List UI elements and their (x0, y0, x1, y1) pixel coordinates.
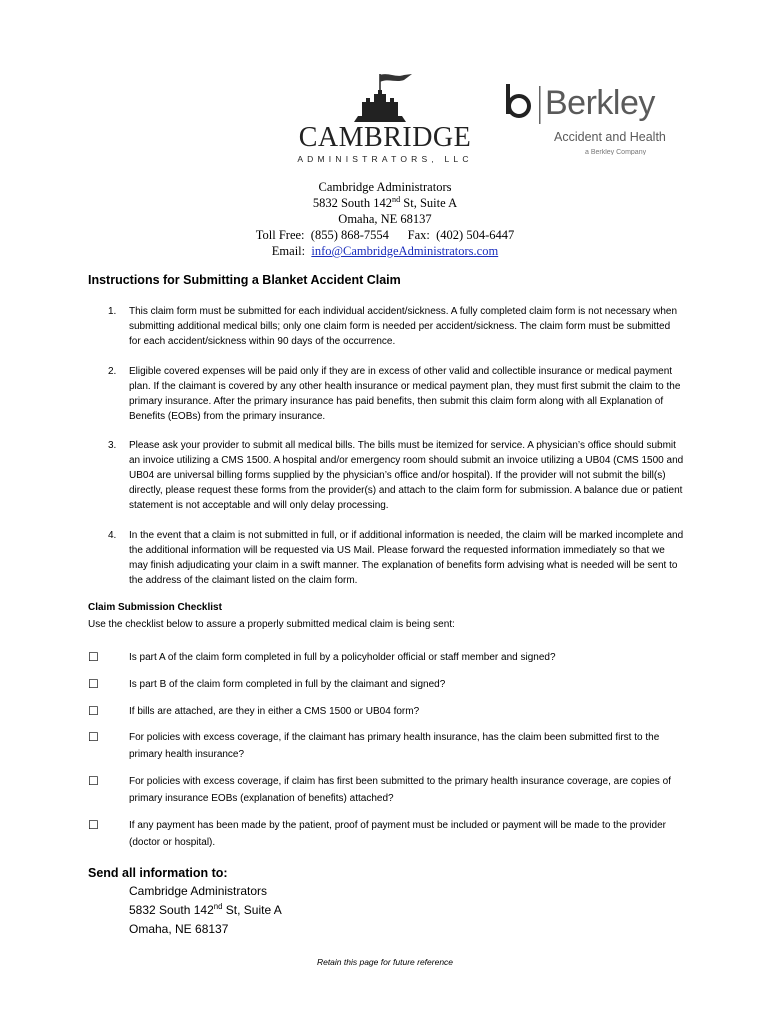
address-phone-fax: Toll Free: (855) 868-7554 Fax: (402) 504-6447 (255, 228, 515, 242)
instruction-number: 3. (108, 440, 117, 451)
checkbox[interactable]: ☐ (88, 818, 99, 832)
instruction-item: In the event that a claim is not submitted in full, or if additional information is needed, the claim will be marked incomplete and the additional information will be requested via US Mail. Please forward the requested information immediately so that we may finish adjudicating your claim in a swift manner. The explanation of benefits form advising what is needed will be sent to the address of the claimant listed on the claim form. (129, 530, 684, 586)
email-link[interactable]: info@CambridgeAdministrators.com (311, 244, 499, 258)
instruction-item: Please ask your provider to submit all medical bills. The bills must be itemized for service. A physician’s office should submit an invoice utilizing a CMS 1500. A hospital and/or emergency room should submit an invoice utilizing a UB04 (CMS 1500 and UB04 are universal billing forms supplied by the physician’s office and/or hospital). If the provider will not submit the bill(s) directly, please request these forms from the provider(s) and attach to the claim form for submission. A balance due or patient statement is not acceptable and will only delay processing. (129, 440, 684, 511)
footer-note: Retain this page for future reference (316, 957, 454, 967)
send-info-title: Send all information to: (88, 866, 228, 880)
checklist-item: If bills are attached, are they in either a CMS 1500 or UB04 form? (129, 706, 420, 717)
cambridge-subtitle: ADMINISTRATORS, LLC (297, 154, 473, 164)
instruction-number: 2. (108, 366, 117, 377)
address-street: 5832 South 142nd St, Suite A (312, 194, 458, 210)
instruction-number: 4. (108, 530, 117, 541)
checklist-item: Is part B of the claim form completed in full by the claimant and signed? (129, 679, 446, 690)
berkley-accident-health-logo (503, 80, 673, 160)
checklist-item: For policies with excess coverage, if claim has first been submitted to the primary health insurance coverage, are copies of primary insurance EOBs (explanation of benefits) attached? (129, 776, 671, 804)
checklist-intro: Use the checklist below to assure a properly submitted medical claim is being sent: (88, 619, 455, 630)
cambridge-wordmark: CAMBRIDGE (298, 122, 472, 153)
address-email-line: Email: info@CambridgeAdministrators.com (271, 244, 499, 258)
checklist-item: Is part A of the claim form completed in full by a policyholder official or staff member and signed? (129, 652, 556, 663)
checkbox[interactable]: ☐ (88, 774, 99, 788)
checkbox[interactable]: ☐ (88, 677, 99, 691)
checklist-item: For policies with excess coverage, if the claimant has primary health insurance, has the claim been submitted first to the primary health insurance? (129, 732, 660, 760)
berkley-subtitle: Accident and Health (554, 130, 666, 144)
instructions-title: Instructions for Submitting a Blanket Accident Claim (88, 273, 401, 287)
checkbox[interactable]: ☐ (88, 704, 99, 718)
berkley-wordmark: Berkley (545, 84, 655, 122)
berkley-b-icon (503, 82, 541, 126)
address-city: Omaha, NE 68137 (338, 212, 432, 226)
instruction-item: This claim form must be submitted for each individual accident/sickness. A fully completed claim form is not necessary when submitting additional medical bills; only one claim form is needed per accident/sickness. The claim form must be submitted for each accident/sickness within 90 days of the occurrence. (129, 306, 678, 347)
send-company-name: Cambridge Administrators (129, 884, 268, 898)
checklist-title: Claim Submission Checklist (88, 602, 222, 613)
instruction-item: Eligible covered expenses will be paid only if they are in excess of other valid and collectible insurance or medical payment plan. If the claimant is covered by any other health insurance or medical payment plan, they must first submit the claim to the primary insurance. After the primary insurance has paid benefits, then submit this claim form along with all Explanation of Benefits (EOBs) from the primary insurance. (129, 366, 681, 422)
checkbox[interactable]: ☐ (88, 650, 99, 664)
send-city: Omaha, NE 68137 (129, 922, 229, 936)
checklist-item: If any payment has been made by the patient, proof of payment must be included or payment will be made to the provider (doctor or hospital). (129, 820, 666, 848)
instruction-number: 1. (108, 306, 117, 317)
checkbox[interactable]: ☐ (88, 730, 99, 744)
address-company-name: Cambridge Administrators (318, 180, 452, 194)
cambridge-administrators-logo (292, 72, 478, 164)
berkley-company-tagline: a Berkley Company (585, 149, 647, 155)
send-street: 5832 South 142nd St, Suite A (129, 902, 282, 917)
castle-flag-icon (292, 72, 478, 124)
